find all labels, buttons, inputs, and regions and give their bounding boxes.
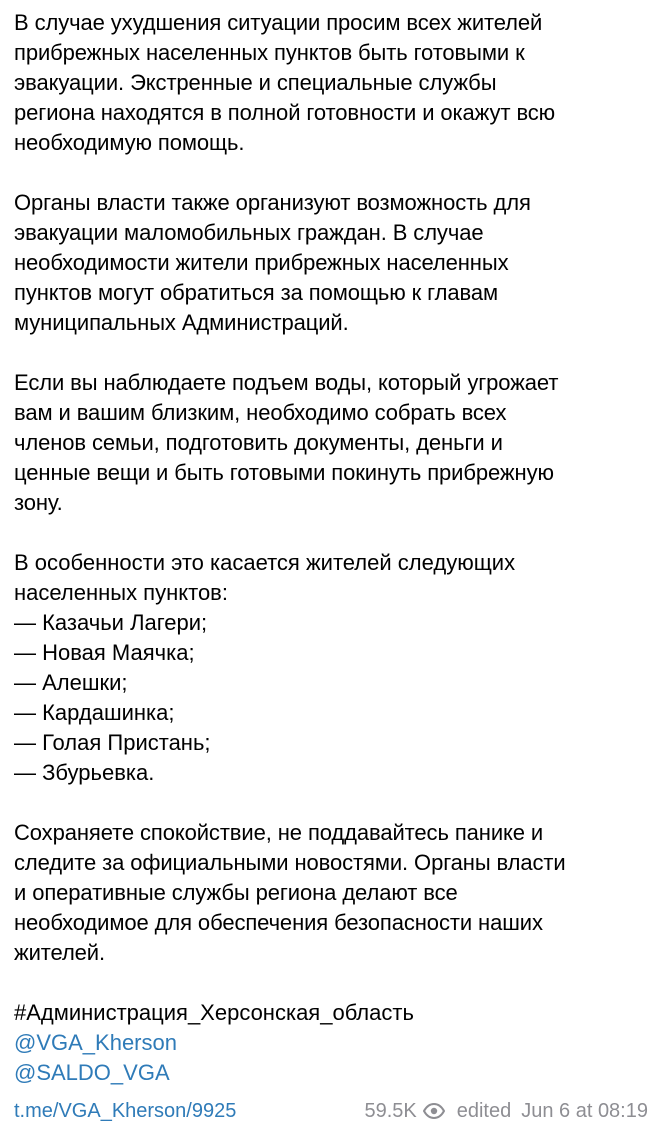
settlements-block [14, 548, 654, 788]
message-paragraph-3: Если вы наблюдаете подъем воды, который угрожает вам и вашим близким, необходимо собрать всех членов семьи, подготовить документы, деньги и ценные вещи и быть готовыми покинуть прибрежную зону. [14, 370, 559, 515]
message-paragraph-5: Сохраняете спокойствие, не поддавайтесь панике и следите за официальными новостями. Органы власти и оперативные службы региона делают все необходимое для обеспечения безопасности наших жителей. [14, 820, 566, 965]
message-footer [14, 1096, 648, 1126]
settlement-item: — Алешки; [14, 670, 128, 695]
message-body [14, 8, 654, 1088]
settlement-item: — Новая Маячка; [14, 640, 195, 665]
message-meta [364, 1100, 648, 1123]
message-paragraph-1: В случае ухудшения ситуации просим всех жителей прибрежных населенных пунктов быть готовыми к эвакуации. Экстренные и специальные службы региона находятся в полной готовности и окажут всю необходимую помощь. [14, 10, 556, 155]
message-paragraph-2: Органы власти также организуют возможность для эвакуации маломобильных граждан. В случае необходимости жители прибрежных населенных пунктов могут обратиться за помощью к главам муниципальных Администраций. [14, 190, 531, 335]
timestamp: Jun 6 at 08:19 [521, 1099, 648, 1122]
settlement-item: — Казачьи Лагери; [14, 610, 208, 635]
settlement-item: — Голая Пристань; [14, 730, 211, 755]
hashtag: #Администрация_Херсонская_область [14, 1000, 414, 1025]
view-count: 59.5K [364, 1099, 417, 1122]
settlements-intro: В особенности это касается жителей следующих населенных пунктов: [14, 550, 516, 605]
edited-label: edited [456, 1099, 512, 1122]
post-link[interactable]: t.me/VGA_Kherson/9925 [14, 1099, 237, 1122]
mention-saldo-vga[interactable]: @SALDO_VGA [14, 1060, 170, 1085]
eye-icon [423, 1103, 445, 1119]
settlement-item: — Кардашинка; [14, 700, 175, 725]
settlement-item: — Збурьевка. [14, 760, 155, 785]
mention-vga-kherson[interactable]: @VGA_Kherson [14, 1030, 177, 1055]
